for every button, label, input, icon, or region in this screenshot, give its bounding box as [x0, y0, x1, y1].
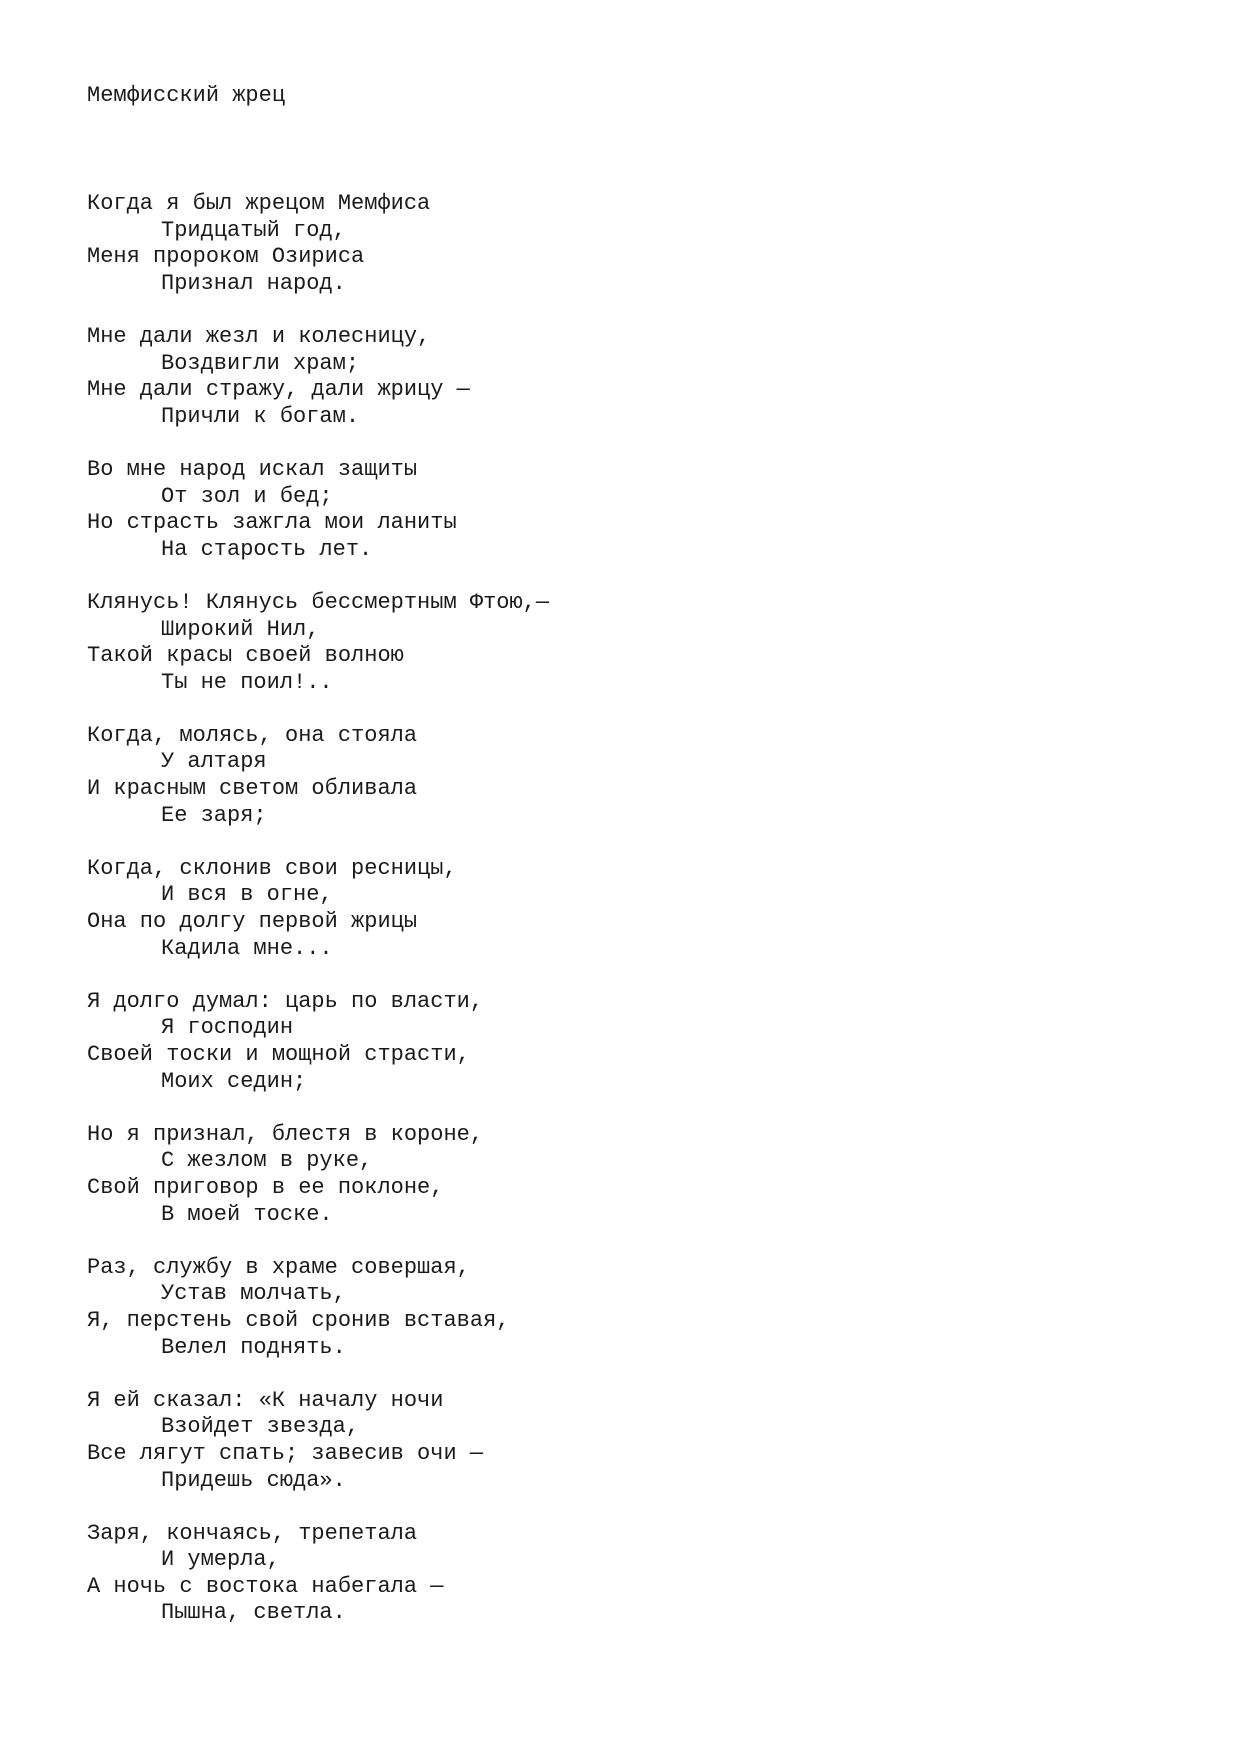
poem-line: Заря, кончаясь, трепетала — [87, 1520, 418, 1546]
stanza — [87, 324, 1187, 430]
poem-line: Признал народ. — [161, 270, 346, 296]
poem-line: Причли к богам. — [161, 403, 360, 429]
poem-body — [87, 191, 1187, 1654]
poem-line: От зол и бед; — [161, 483, 333, 509]
poem-line: И умерла, — [161, 1547, 280, 1573]
poem-line: Я долго думал: царь по власти, — [87, 988, 484, 1014]
poem-line: Когда я был жрецом Мемфиса — [87, 191, 431, 216]
poem-line: Когда, молясь, она стояла — [87, 722, 418, 748]
poem-line: Раз, службу в храме совершая, — [87, 1254, 470, 1280]
stanza — [87, 1521, 1187, 1627]
stanza — [87, 1122, 1187, 1228]
stanza — [87, 856, 1187, 962]
poem-line: Но я признал, блестя в короне, — [87, 1121, 484, 1147]
poem-line: Ты не поил!.. — [161, 669, 333, 695]
stanza — [87, 989, 1187, 1095]
stanza — [87, 723, 1187, 829]
poem-line: И вся в огне, — [161, 882, 333, 908]
poem-line: Я, перстень свой сронив вставая, — [87, 1307, 510, 1333]
poem-line: Клянусь! Клянусь бессмертным Фтою,— — [87, 589, 550, 615]
stanza — [87, 191, 1187, 297]
poem-line: Широкий Нил, — [161, 616, 320, 642]
poem-line: Меня пророком Озириса — [87, 244, 365, 270]
poem-line: Такой красы своей волною — [87, 643, 404, 669]
poem-line: Воздвигли храм; — [161, 350, 360, 376]
poem-line: Я ей сказал: «К началу ночи — [87, 1387, 444, 1413]
poem-title: Мемфисский жрец — [87, 83, 286, 108]
poem-line: Устав молчать, — [161, 1281, 346, 1307]
poem-line: Мне дали стражу, дали жрицу — — [87, 377, 470, 403]
stanza — [87, 1255, 1187, 1361]
stanza — [87, 590, 1187, 696]
poem-line: Свой приговор в ее поклоне, — [87, 1174, 444, 1200]
poem-line: Я господин — [161, 1015, 294, 1041]
stanza — [87, 457, 1187, 563]
poem-line: Пышна, светла. — [161, 1600, 346, 1626]
poem-line: Придешь сюда». — [161, 1467, 346, 1493]
poem-line: Взойдет звезда, — [161, 1414, 360, 1440]
poem-line: У алтаря — [161, 749, 267, 775]
poem-line: Тридцатый год, — [161, 217, 346, 243]
poem-line: Кадила мне... — [161, 935, 333, 961]
poem-line: Мне дали жезл и колесницу, — [87, 323, 431, 349]
poem-line: Она по долгу первой жрицы — [87, 909, 418, 935]
poem-line: Когда, склонив свои ресницы, — [87, 855, 457, 881]
stanza — [87, 1388, 1187, 1494]
poem-line: А ночь с востока набегала — — [87, 1573, 444, 1599]
poem-line: В моей тоске. — [161, 1201, 333, 1227]
poem-line: Все лягут спать; завесив очи — — [87, 1440, 484, 1466]
poem-line: Велел поднять. — [161, 1334, 346, 1360]
poem-line: На старость лет. — [161, 536, 373, 562]
poem-line: Во мне народ искал защиты — [87, 456, 418, 482]
poem-line: Своей тоски и мощной страсти, — [87, 1042, 470, 1067]
poem-line: Ее заря; — [161, 802, 267, 828]
poem-line: Но страсть зажгла мои ланиты — [87, 510, 457, 536]
poem-line: И красным светом обливала — [87, 776, 418, 802]
poem-line: Моих седин; — [161, 1068, 307, 1094]
poem-line: С жезлом в руке, — [161, 1148, 373, 1174]
